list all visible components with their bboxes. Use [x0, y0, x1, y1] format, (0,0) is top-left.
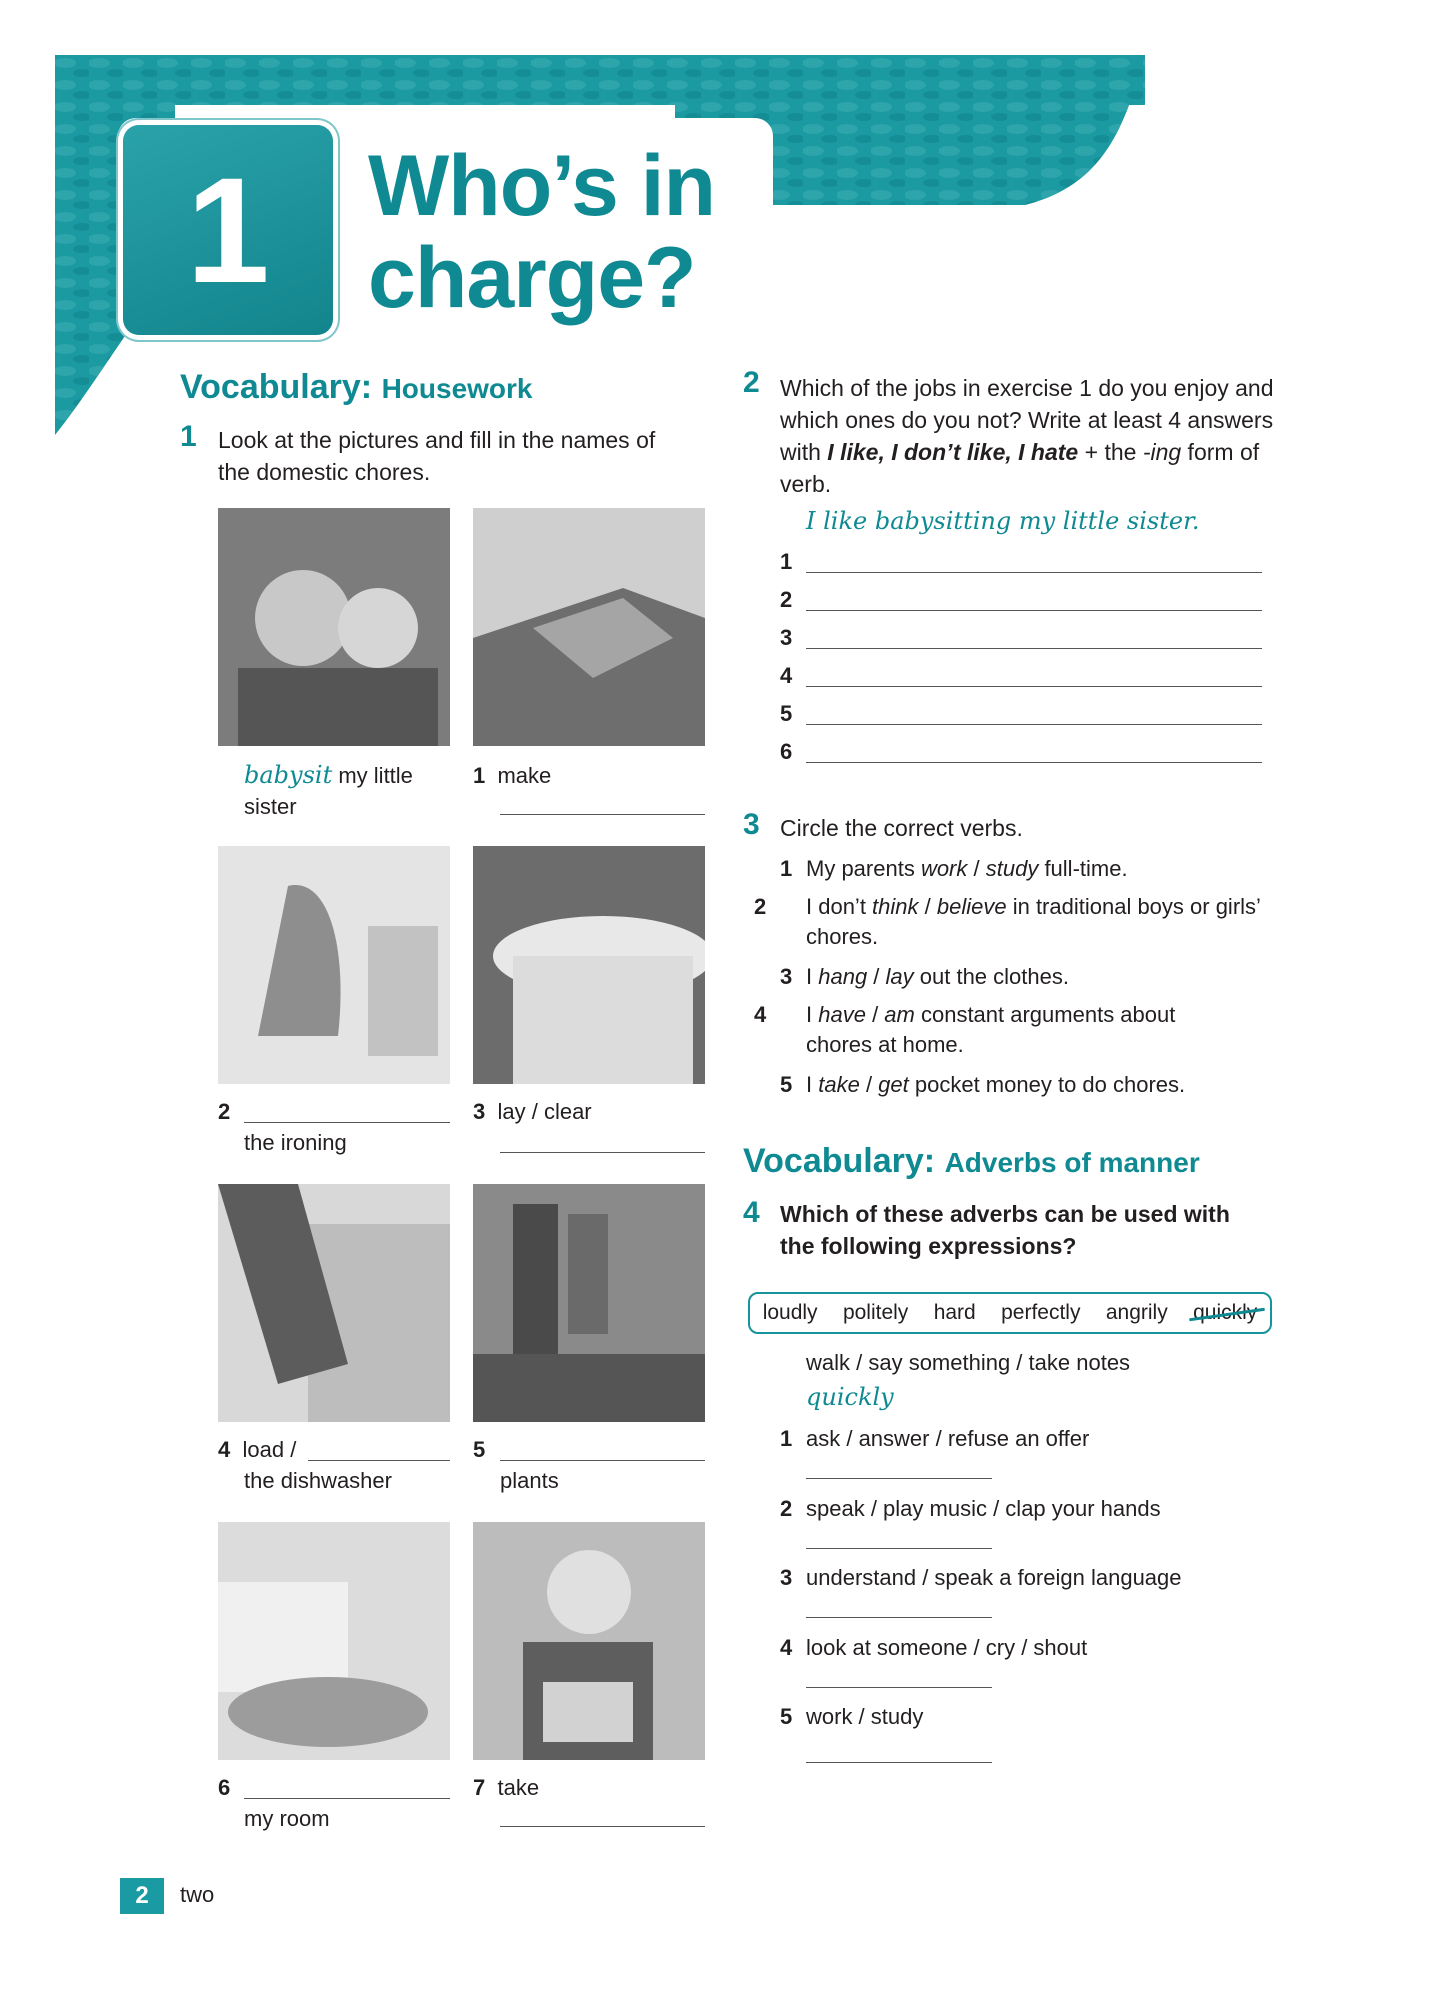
ex4-answer-line-5[interactable] [806, 1762, 992, 1763]
ex1-item-4-text: the dishwasher [244, 1468, 392, 1493]
photo-watering-plants [473, 1184, 705, 1422]
ex4-item-5: 5 work / study [780, 1704, 924, 1729]
ex2-line-2: 2 [780, 587, 793, 612]
ex1-answer-line-2[interactable] [244, 1122, 450, 1123]
photo-bed [473, 508, 705, 746]
ex1-answer-line-4[interactable] [308, 1460, 450, 1461]
ex4-item-1: 1 ask / answer / refuse an offer [780, 1426, 1090, 1451]
ex4-item-2: 2 speak / play music / clap your hands [780, 1496, 1161, 1521]
ex3-item-5: 5 I take / get pocket money to do chores. [780, 1072, 1186, 1097]
adverb-politely: politely [842, 1301, 909, 1324]
ex1-answer-line-6[interactable] [244, 1798, 450, 1799]
ex2-answer-line-6[interactable] [806, 762, 1262, 763]
ex2-answer-line-1[interactable] [806, 572, 1262, 573]
photo-dishwasher [218, 1184, 450, 1422]
adverb-quickly-crossed-out: quickly [1193, 1301, 1258, 1324]
exercise-4-instruction: Which of these adverbs can be used with the following expressions? [780, 1201, 1230, 1259]
ex4-answer-line-1[interactable] [806, 1478, 992, 1479]
ex1-item-2-text: the ironing [244, 1130, 347, 1155]
ex2-line-4: 4 [780, 663, 793, 688]
ex1-answer-line-7[interactable] [500, 1826, 705, 1827]
ex1-answer-line-3[interactable] [500, 1152, 705, 1153]
ex4-answer-line-4[interactable] [806, 1687, 992, 1688]
adverb-word-box [748, 1292, 1272, 1334]
photo-messy-room [218, 1522, 450, 1760]
page-number: 2 [120, 1878, 164, 1914]
ex2-line-5: 5 [780, 701, 793, 726]
ex1-item-1: 1 make [473, 763, 552, 788]
ex2-line-1: 1 [780, 549, 793, 574]
unit-number: 1 [123, 125, 333, 335]
ex2-answer-line-4[interactable] [806, 686, 1262, 687]
ex2-answer-line-3[interactable] [806, 648, 1262, 649]
adverb-perfectly: perfectly [1001, 1301, 1081, 1324]
exercise-1-number: 1 [180, 420, 197, 453]
photo-iron [218, 846, 450, 1084]
exercise-4-number: 4 [743, 1196, 760, 1229]
exercise-2-number: 2 [743, 366, 760, 399]
ex3-item-1: 1 My parents work / study full-time. [780, 856, 1128, 881]
ex2-line-6: 6 [780, 739, 793, 764]
unit-title: Who’s in charge? [368, 138, 716, 326]
ex1-item-5: 5 [473, 1437, 486, 1462]
adverb-loudly: loudly [762, 1301, 818, 1324]
ex2-answer-line-5[interactable] [806, 724, 1262, 725]
ex1-item-3: 3 lay / clear [473, 1099, 592, 1124]
photo-babysitting [218, 508, 450, 746]
exercise-2-instruction: Which of the jobs in exercise 1 do you enjoy and which ones do you not? Write at least 4 answers with I like, I don’t like, I hate + the -ing form of verb. [780, 375, 1274, 497]
ex2-line-3: 3 [780, 625, 793, 650]
ex2-answer-line-2[interactable] [806, 610, 1262, 611]
ex1-item-7: 7 take [473, 1775, 540, 1800]
ex1-item-6: 6 [218, 1775, 231, 1800]
page-number-word: two [180, 1882, 215, 1907]
exercise-3-instruction: Circle the correct verbs. [780, 815, 1023, 841]
ex4-answer-line-2[interactable] [806, 1548, 992, 1549]
ex3-item-3: 3 I hang / lay out the clothes. [780, 964, 1069, 989]
ex1-item-6-text: my room [244, 1806, 330, 1831]
ex4-example-expression: walk / say something / take notes [806, 1350, 1131, 1375]
adverb-angrily: angrily [1105, 1301, 1168, 1324]
ex1-item-2: 2 [218, 1099, 231, 1124]
ex3-item-2: 2 I don’t think / believe in traditional boys or girls’ chores. [754, 894, 1261, 949]
ex1-answer-line-5[interactable] [500, 1460, 705, 1461]
ex4-item-3: 3 understand / speak a foreign language [780, 1565, 1182, 1590]
ex4-example-answer: quickly [806, 1383, 894, 1411]
adverb-hard: hard [933, 1301, 976, 1324]
ex1-example-answer: babysit [244, 761, 333, 789]
ex1-item-5-text: plants [500, 1468, 559, 1493]
photo-rubbish [473, 1522, 705, 1760]
vocabulary-heading-adverbs: Vocabulary: Adverbs of manner [743, 1142, 1200, 1180]
exercise-2-example: I like babysitting my little sister. [806, 507, 1200, 535]
vocabulary-heading-housework: Vocabulary: Housework [180, 368, 533, 406]
photo-table [473, 846, 705, 1084]
ex1-item-example: babysit my little sister [244, 761, 413, 819]
ex3-item-4: 4 I have / am constant arguments about chores at home. [754, 1002, 1176, 1057]
exercise-3-number: 3 [743, 808, 760, 841]
ex1-answer-line-1[interactable] [500, 814, 705, 815]
exercise-1-instruction: Look at the pictures and fill in the names of the domestic chores. [218, 427, 656, 485]
ex1-item-4: 4 load / [218, 1437, 297, 1462]
ex4-item-4: 4 look at someone / cry / shout [780, 1635, 1088, 1660]
ex4-answer-line-3[interactable] [806, 1617, 992, 1618]
